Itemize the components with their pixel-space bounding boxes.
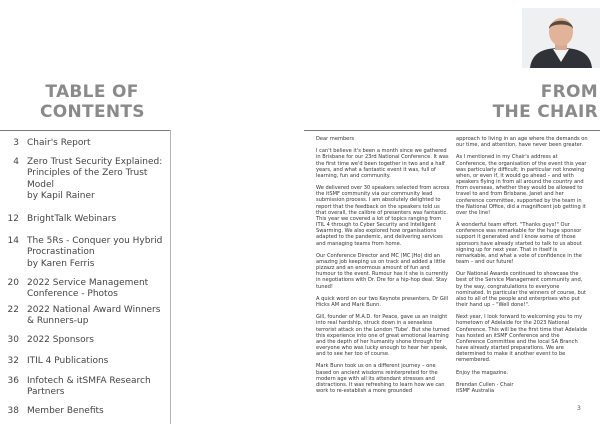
signature-name: Brendan Cullen - Chair — [456, 381, 514, 388]
toc-entry-title: 2022 National Award Winners & Runners-up — [27, 305, 161, 327]
letter-paragraph: Our National Awards continued to showcase the best of the Service Management community and, by the way, congratulations to everyone nominated. In particular the winners of course, but also to all of the people and enterprises who put their hand up – "Well done!". — [456, 271, 586, 309]
toc-entry-title: Chair's Report — [27, 138, 91, 148]
letter-paragraph: A wonderful team effort. "Thanks guys!" Our conference was remarkable for the huge sponsor support it generated and I know some of those sponsors have already started to talk to us about signing up for next year. That in itself is remarkable, and what a vote of confidence in the team – and our future! — [456, 222, 582, 265]
toc-entry-title: Zero Trust Security Explained: Principles of the Zero Trust Model — [27, 157, 163, 190]
chair-title-line1: FROM — [540, 82, 598, 102]
letter-paragraph: A quick word on our two Keynote presenters, Dr Gill Hicks AM and Mark Bunn. — [316, 295, 449, 308]
toc-entry-title: 2022 Sponsors — [27, 335, 94, 345]
letter-paragraph: Next year, I look forward to welcoming you to my hometown of Adelaide for the 2023 National Conference. This will be the first time that Adelaide has hosted an itSMF Conference and the Conference Committee and the local SA Branch have already started preparations. We are determined to make it another event to be remembered. — [456, 314, 588, 364]
letter-paragraph: Mark Bunn took us on a different journey – one based on ancient wisdoms reinterpreted for the modern age with all its attendant stresses and distractions. It was refreshing to learn how we can work to re-establish a more grounded — [316, 363, 445, 395]
letter-paragraph: Gill, founder of M.A.D. for Peace, gave us an insight into real hardship, struck down in a senseless terrorist attack on the London 'Tube'. But she turned this experience into one of great emotional learning and the depth of her humanity shone through for everyone who was lucky enough to hear her speak, and to see her too of course. — [316, 314, 450, 358]
column-divider — [170, 130, 171, 424]
toc-title-line1: TABLE OF — [45, 82, 139, 102]
toc-entry-title: ITIL 4 Publications — [27, 356, 109, 366]
toc-entry-title: 2022 Service Management Conference - Photos — [27, 278, 149, 300]
toc-page-number: 38 — [7, 406, 19, 416]
portrait-image — [522, 8, 600, 68]
letter-paragraph: Dear members — [316, 136, 355, 142]
toc-page-number: 20 — [7, 278, 19, 288]
letter-paragraph: approach to living in an age where the demands on our time, and attention, have never been greater. — [456, 136, 588, 149]
toc-entry-title: Member Benefits — [27, 406, 104, 416]
page-number: 3 — [577, 405, 581, 412]
letter-paragraph: Our Conference Director and MC (MC JHo) did an amazing job keeping us on track and added a little pizzazz and an enormous amount of fun and humour to the event. Rumour has it she is currently in negotiations with Dr. Dre for a hip-hop deal. Stay tuned! — [316, 252, 449, 290]
toc-page-number: 12 — [7, 214, 19, 224]
toc-page-number: 14 — [7, 236, 19, 246]
toc-page-number: 36 — [7, 376, 19, 386]
chair-title — [480, 82, 598, 122]
chair-letter-column-2 — [456, 136, 588, 394]
toc-entry-title: BrightTalk Webinars — [27, 214, 117, 224]
toc-page-number: 30 — [7, 335, 19, 345]
toc-entry-text — [27, 236, 167, 270]
letter-paragraph: As I mentioned in my Chair's address at Conference, the organisation of the event this year was particularly difficult; in particular not knowing when, or even if, it would go ahead – and with speakers flying in from all around the country and from overseas, whether they would be allowed to travel to and from Brisbane. Janet and her conference committee, supported by the team in the National Office, did a magnificent job getting it over the line! — [456, 154, 587, 216]
toc-divider — [0, 130, 170, 131]
toc-entry-author: by Kapil Rainer — [27, 191, 95, 202]
toc-entry-author: by Karen Ferris — [27, 258, 95, 269]
letter-paragraph: Enjoy the magazine. — [456, 369, 509, 376]
toc-entry-title: Infotech & itSMFA Research Partners — [27, 376, 151, 398]
toc-page-number: 22 — [7, 305, 19, 315]
chair-divider — [304, 130, 600, 131]
signature-org: itSMF Australia — [456, 388, 495, 395]
toc-entry-title: The 5Rs - Conquer you Hybrid Procrastination — [27, 236, 163, 258]
toc-title — [40, 82, 144, 122]
toc-page-number: 3 — [13, 138, 19, 148]
toc-title-line2: CONTENTS — [40, 102, 145, 122]
letter-paragraph: I can't believe it's been a month since we gathered in Brisbane for our 23rd National Conference. It was the first time we'd been together in two and a half years, and what a fantastic event it was, full of learning, fun and community. — [316, 148, 449, 179]
toc-page-number: 4 — [13, 157, 19, 167]
toc-page-number: 32 — [7, 356, 19, 366]
chair-letter-column-1 — [316, 136, 450, 400]
chair-title-line2: THE CHAIR — [492, 102, 598, 122]
letter-paragraph: We delivered over 30 speakers selected from across the itSMF community via our community lead submission process. I am absolutely delighted to report that the feedback on the speakers told us that overall, the calibre of presenters was fantastic. This year we covered a lot of topics ranging from ITIL 4 through to Cyber Security and Intelligent Swarming. We also explored how organisations adapted to the pandemic, and delivering services and managing teams from home. — [316, 185, 450, 247]
chair-portrait-photo — [522, 8, 600, 68]
toc-entry-text — [27, 157, 167, 203]
